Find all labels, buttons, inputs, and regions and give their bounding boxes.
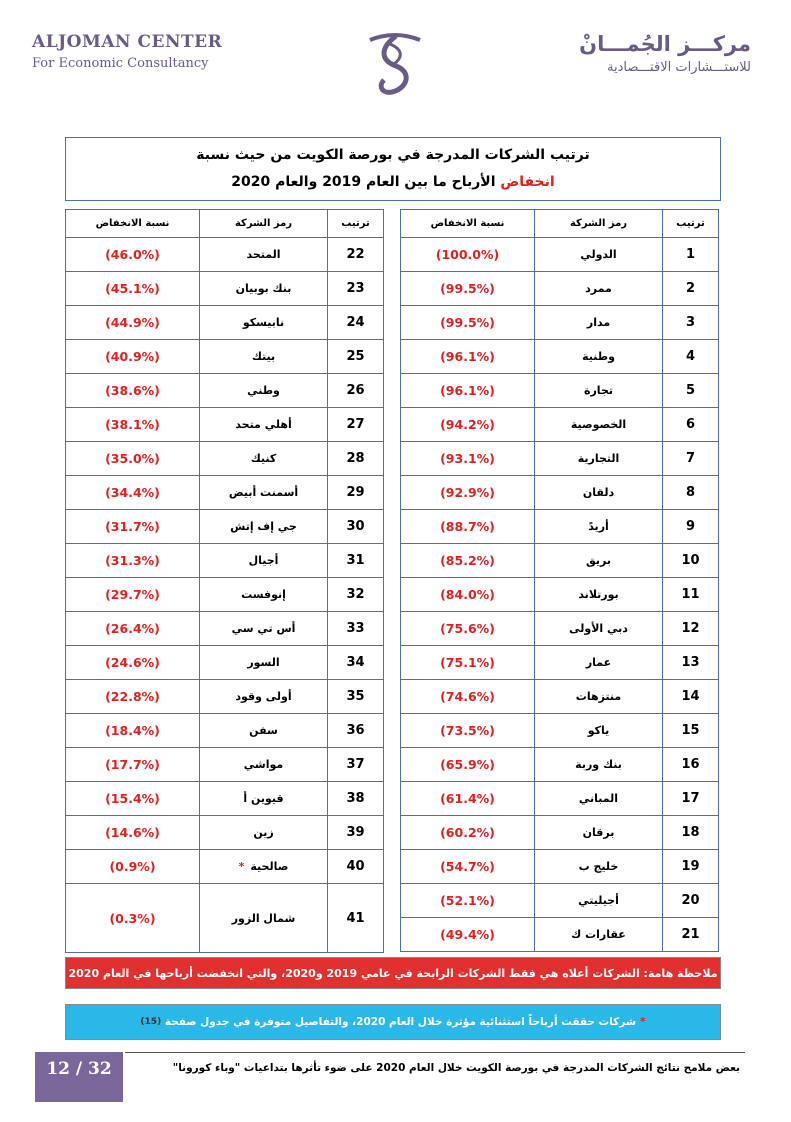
- pct-cell: (74.6%): [401, 680, 535, 714]
- symbol-text: سفن: [249, 724, 278, 737]
- symbol-cell: [200, 272, 328, 306]
- symbol-text: عمار: [585, 656, 612, 669]
- pct-cell: (38.1%): [66, 408, 200, 442]
- symbol-text: منتزهات: [575, 690, 622, 703]
- table-row: [401, 646, 719, 680]
- table-row: [66, 374, 384, 408]
- pct-cell: (75.1%): [401, 646, 535, 680]
- rank-cell: 41: [328, 884, 384, 953]
- brand-arabic: [551, 32, 751, 75]
- symbol-text: وطني: [247, 384, 280, 397]
- symbol-text: نابيسكو: [242, 316, 285, 329]
- symbol-cell: [200, 340, 328, 374]
- footer-divider: [125, 1052, 745, 1053]
- symbol-text: أريدً: [588, 520, 609, 533]
- pct-cell: (49.4%): [401, 918, 535, 952]
- pct-cell: (35.0%): [66, 442, 200, 476]
- symbol-text: شمال الزور: [231, 911, 296, 925]
- rank-cell: 18: [663, 816, 719, 850]
- symbol-cell: [200, 238, 328, 272]
- star-marker: *: [238, 860, 245, 873]
- rank-cell: 5: [663, 374, 719, 408]
- brand-name-ar: مركـــز الجُمـــانْ: [579, 32, 751, 56]
- symbol-cell: [535, 374, 663, 408]
- pct-cell: (75.6%): [401, 612, 535, 646]
- symbol-cell: [200, 646, 328, 680]
- rank-cell: 2: [663, 272, 719, 306]
- pct-cell: (22.8%): [66, 680, 200, 714]
- table-row: [401, 306, 719, 340]
- symbol-cell: [200, 884, 328, 953]
- rank-cell: 29: [328, 476, 384, 510]
- rank-cell: 13: [663, 646, 719, 680]
- rank-cell: 35: [328, 680, 384, 714]
- symbol-cell: [200, 442, 328, 476]
- symbol-cell: [535, 476, 663, 510]
- col-header-symbol: رمز الشركة: [200, 210, 328, 238]
- table-row: [401, 340, 719, 374]
- symbol-text: كنيك: [250, 452, 277, 465]
- rank-cell: 25: [328, 340, 384, 374]
- page-number: 12 / 32: [35, 1052, 123, 1102]
- symbol-text: جي إف إتش: [230, 520, 297, 533]
- pct-cell: (73.5%): [401, 714, 535, 748]
- aljoman-logo-icon: [360, 26, 430, 96]
- pct-cell: (14.6%): [66, 816, 200, 850]
- table-row: [401, 238, 719, 272]
- symbol-text: دلقان: [582, 486, 615, 499]
- title-line-2: [66, 174, 720, 190]
- symbol-cell: [200, 544, 328, 578]
- symbol-text: ممرد: [585, 282, 612, 295]
- pct-cell: (65.9%): [401, 748, 535, 782]
- rank-cell: 32: [328, 578, 384, 612]
- table-row: [401, 612, 719, 646]
- pct-cell: (46.0%): [66, 238, 200, 272]
- brand-subtitle-en: For Economic Consultancy: [32, 56, 209, 71]
- symbol-text: برقان: [582, 826, 615, 839]
- table-row: [66, 578, 384, 612]
- table-row: [401, 374, 719, 408]
- note-page-ref: (15): [140, 1017, 162, 1027]
- rank-cell: 6: [663, 408, 719, 442]
- table-row: [66, 646, 384, 680]
- pct-cell: (85.2%): [401, 544, 535, 578]
- table-row: [66, 748, 384, 782]
- pct-cell: (96.1%): [401, 340, 535, 374]
- symbol-cell: [535, 714, 663, 748]
- table-row: [66, 238, 384, 272]
- note-text: شركات حققت أرباحاً استثنائية مؤثرة خلال العام 2020، والتفاصيل متوفرة في جدول صفحة: [164, 1016, 637, 1028]
- symbol-text: دبي الأولى: [569, 622, 628, 635]
- symbol-text: أس تي سي: [231, 622, 296, 635]
- table-row: [401, 408, 719, 442]
- table-row: [66, 816, 384, 850]
- symbol-text: ياكو: [587, 724, 610, 737]
- symbol-text: الخصوصية: [570, 418, 627, 431]
- pct-cell: (15.4%): [66, 782, 200, 816]
- col-header-pct: نسبة الانخفاض: [66, 210, 200, 238]
- table-row: [66, 680, 384, 714]
- table-row: [401, 680, 719, 714]
- symbol-cell: [535, 578, 663, 612]
- symbol-cell: [200, 578, 328, 612]
- symbol-cell: [535, 544, 663, 578]
- symbol-text: بنك بوبيان: [235, 282, 292, 295]
- rank-cell: 30: [328, 510, 384, 544]
- pct-cell: (92.9%): [401, 476, 535, 510]
- table-row: [66, 476, 384, 510]
- pct-cell: (45.1%): [66, 272, 200, 306]
- symbol-cell: [200, 850, 328, 884]
- symbol-text: إنوفست: [241, 588, 286, 601]
- rank-cell: 9: [663, 510, 719, 544]
- pct-cell: (40.9%): [66, 340, 200, 374]
- symbol-cell: [200, 714, 328, 748]
- pct-cell: (99.5%): [401, 272, 535, 306]
- pct-cell: (24.6%): [66, 646, 200, 680]
- rank-cell: 26: [328, 374, 384, 408]
- title-line-1: ترتيب الشركات المدرجة في بورصة الكويت من حيث نسبة: [196, 147, 590, 163]
- table-row: [66, 442, 384, 476]
- table-row: [401, 510, 719, 544]
- rank-cell: 31: [328, 544, 384, 578]
- symbol-text: بريق: [585, 554, 612, 567]
- symbol-cell: [535, 816, 663, 850]
- symbol-text: أولى وقود: [235, 690, 292, 703]
- title-line-2-rest: الأرباح ما بين العام 2019 والعام 2020: [231, 174, 501, 190]
- table-header-row: [66, 210, 384, 238]
- brand-subtitle-ar: للاستـــشارات الاقتـــصادية: [607, 60, 751, 75]
- footer-caption: بعض ملامح نتائج الشركات المدرجة في بورصة الكويت خلال العام 2020 على ضوء تأثرها بتداعيات "وباء كورونا": [172, 1062, 740, 1074]
- table-row: [66, 340, 384, 374]
- rank-cell: 20: [663, 884, 719, 918]
- symbol-text: المباني: [578, 792, 619, 805]
- pct-cell: (100.0%): [401, 238, 535, 272]
- pct-cell: (29.7%): [66, 578, 200, 612]
- symbol-cell: [200, 748, 328, 782]
- table-row: [401, 272, 719, 306]
- brand-english: [32, 32, 232, 71]
- table-row: [401, 850, 719, 884]
- symbol-cell: [200, 374, 328, 408]
- rank-cell: 22: [328, 238, 384, 272]
- table-row: [401, 782, 719, 816]
- rank-cell: 11: [663, 578, 719, 612]
- table-row: [66, 850, 384, 884]
- rank-cell: 27: [328, 408, 384, 442]
- table-row: [401, 578, 719, 612]
- table-row: [66, 306, 384, 340]
- rank-cell: 10: [663, 544, 719, 578]
- rank-cell: 36: [328, 714, 384, 748]
- symbol-text: تجارة: [583, 384, 613, 397]
- table-row: [401, 884, 719, 918]
- ranking-table-right: [400, 209, 719, 952]
- rank-cell: 17: [663, 782, 719, 816]
- symbol-cell: [535, 306, 663, 340]
- title-highlight: انخفاض: [500, 174, 555, 190]
- rank-cell: 38: [328, 782, 384, 816]
- exceptional-profits-note: [65, 1004, 721, 1040]
- pct-cell: (0.9%): [66, 850, 200, 884]
- rank-cell: 7: [663, 442, 719, 476]
- table-row: [66, 782, 384, 816]
- symbol-text: التجارية: [577, 452, 620, 465]
- rank-cell: 40: [328, 850, 384, 884]
- symbol-text: أجيال: [248, 554, 279, 567]
- pct-cell: (0.3%): [66, 884, 200, 953]
- pct-cell: (54.7%): [401, 850, 535, 884]
- pct-cell: (99.5%): [401, 306, 535, 340]
- symbol-cell: [200, 510, 328, 544]
- symbol-cell: [535, 612, 663, 646]
- symbol-text: الدولي: [580, 248, 617, 261]
- symbol-cell: [535, 850, 663, 884]
- ranking-table-left: [65, 209, 384, 953]
- rank-cell: 21: [663, 918, 719, 952]
- pct-cell: (31.3%): [66, 544, 200, 578]
- table-row: [401, 918, 719, 952]
- symbol-cell: [200, 408, 328, 442]
- rank-cell: 4: [663, 340, 719, 374]
- table-row: [66, 884, 384, 953]
- symbol-cell: [535, 340, 663, 374]
- symbol-cell: [200, 306, 328, 340]
- symbol-text: أسمنت أبيض: [228, 486, 299, 499]
- rank-cell: 3: [663, 306, 719, 340]
- table-row: [66, 408, 384, 442]
- table-header-row: [401, 210, 719, 238]
- col-header-rank: ترتيب: [328, 210, 384, 238]
- pct-cell: (52.1%): [401, 884, 535, 918]
- important-note: ملاحظة هامة: الشركات أعلاه هي فقط الشركات الرابحة في عامي 2019 و2020، والتي انخفضت أرباحها في العام 2020: [65, 957, 721, 989]
- pct-cell: (94.2%): [401, 408, 535, 442]
- table-row: [401, 748, 719, 782]
- symbol-cell: [535, 748, 663, 782]
- pct-cell: (96.1%): [401, 374, 535, 408]
- pct-cell: (60.2%): [401, 816, 535, 850]
- table-row: [401, 476, 719, 510]
- table-row: [66, 544, 384, 578]
- symbol-cell: [535, 884, 663, 918]
- pct-cell: (26.4%): [66, 612, 200, 646]
- symbol-text: زين: [253, 826, 274, 839]
- pct-cell: (88.7%): [401, 510, 535, 544]
- col-header-symbol: رمز الشركة: [535, 210, 663, 238]
- note-star: *: [640, 1016, 646, 1028]
- pct-cell: (17.7%): [66, 748, 200, 782]
- pct-cell: (31.7%): [66, 510, 200, 544]
- symbol-cell: [200, 612, 328, 646]
- symbol-text: بيتك: [251, 350, 276, 363]
- table-row: [401, 442, 719, 476]
- symbol-cell: [535, 408, 663, 442]
- col-header-rank: ترتيب: [663, 210, 719, 238]
- pct-cell: (18.4%): [66, 714, 200, 748]
- page-title: [65, 137, 721, 201]
- symbol-cell: [200, 680, 328, 714]
- pct-cell: (34.4%): [66, 476, 200, 510]
- symbol-text: بورتلاند: [578, 588, 619, 601]
- table-row: [66, 612, 384, 646]
- symbol-cell: [535, 680, 663, 714]
- pct-cell: (44.9%): [66, 306, 200, 340]
- symbol-cell: [535, 510, 663, 544]
- symbol-text: صالحية: [250, 860, 289, 873]
- symbol-text: مدار: [586, 316, 611, 329]
- table-row: [66, 714, 384, 748]
- symbol-text: أجيليتي: [578, 894, 619, 907]
- symbol-text: مواشي: [243, 758, 284, 771]
- rank-cell: 28: [328, 442, 384, 476]
- symbol-text: خليج ب: [578, 860, 619, 873]
- symbol-cell: [535, 442, 663, 476]
- symbol-text: وطنية: [582, 350, 615, 363]
- rank-cell: 37: [328, 748, 384, 782]
- pct-cell: (93.1%): [401, 442, 535, 476]
- symbol-cell: [535, 918, 663, 952]
- symbol-text: أهلي متحد: [235, 418, 292, 431]
- pct-cell: (61.4%): [401, 782, 535, 816]
- table-row: [401, 544, 719, 578]
- rank-cell: 15: [663, 714, 719, 748]
- symbol-cell: [535, 272, 663, 306]
- symbol-text: قيوين أ: [243, 792, 284, 805]
- rank-cell: 14: [663, 680, 719, 714]
- table-row: [401, 714, 719, 748]
- symbol-cell: [200, 816, 328, 850]
- rank-cell: 1: [663, 238, 719, 272]
- rank-cell: 19: [663, 850, 719, 884]
- pct-cell: (38.6%): [66, 374, 200, 408]
- rank-cell: 33: [328, 612, 384, 646]
- symbol-cell: [200, 476, 328, 510]
- symbol-cell: [535, 238, 663, 272]
- table-row: [66, 272, 384, 306]
- rank-cell: 24: [328, 306, 384, 340]
- symbol-text: المتحد: [246, 248, 281, 261]
- rank-cell: 23: [328, 272, 384, 306]
- symbol-text: بنك وربة: [575, 758, 622, 771]
- symbol-cell: [200, 782, 328, 816]
- rank-cell: 34: [328, 646, 384, 680]
- rank-cell: 12: [663, 612, 719, 646]
- table-row: [401, 816, 719, 850]
- symbol-cell: [535, 646, 663, 680]
- brand-name-en: ALJOMAN CENTER: [32, 32, 223, 52]
- col-header-pct: نسبة الانخفاض: [401, 210, 535, 238]
- symbol-text: عقارات ك: [571, 928, 626, 941]
- rank-cell: 39: [328, 816, 384, 850]
- symbol-cell: [535, 782, 663, 816]
- symbol-text: السور: [247, 656, 280, 669]
- pct-cell: (84.0%): [401, 578, 535, 612]
- rank-cell: 8: [663, 476, 719, 510]
- table-row: [66, 510, 384, 544]
- rank-cell: 16: [663, 748, 719, 782]
